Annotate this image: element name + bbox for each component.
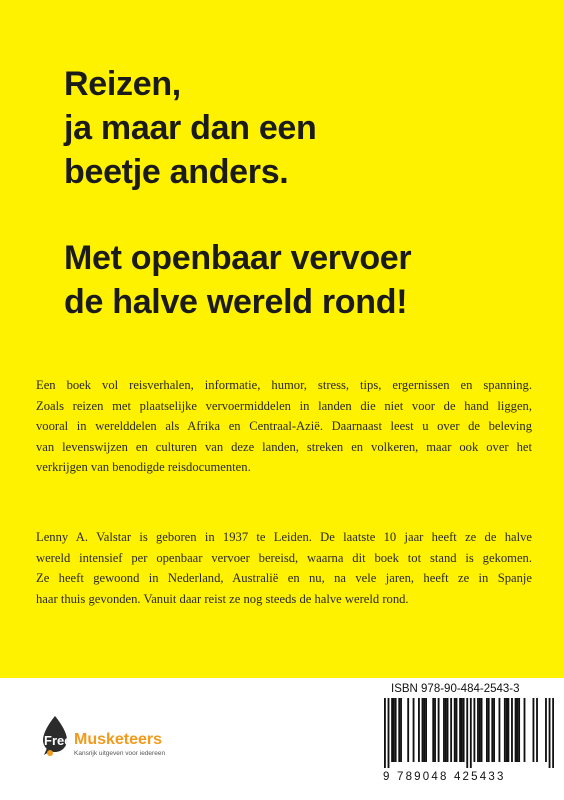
barcode-bar (422, 698, 424, 762)
barcode-bar (407, 698, 409, 762)
barcode-bar (488, 698, 490, 762)
barcode-bar (454, 698, 456, 762)
barcode-bar (486, 698, 488, 762)
publisher-tagline: Kansrijk uitgeven voor iedereen (74, 750, 166, 757)
barcode-bar (391, 698, 393, 762)
barcode-bar (507, 698, 509, 762)
author-bio-line: Lenny A. Valstar is geboren in 1937 te Leiden. De laatste 10 jaar heeft ze de halve (36, 530, 532, 544)
barcode-bar (506, 698, 508, 762)
description-line: van levenswijzen en culturen van deze landen, streken en volkeren, maar ook over het (36, 439, 532, 454)
publisher-name-part1: Free (44, 733, 72, 748)
description-line: verkrijgen van benodigde reisdocumenten. (36, 460, 251, 474)
barcode-bar (481, 698, 483, 762)
publisher-logo (34, 704, 234, 774)
barcode-bar (549, 698, 551, 768)
barcode-bar (463, 698, 465, 762)
barcode-bar (425, 698, 427, 762)
barcode-bar (443, 698, 445, 762)
barcode-bar (445, 698, 447, 762)
author-bio-paragraph (36, 527, 532, 609)
barcode-bar (395, 698, 397, 762)
description-line: Een boek vol reisverhalen, informatie, humor, stress, tips, ergernissen en spanning. (36, 378, 532, 392)
headline-line: Reizen, (64, 65, 181, 103)
barcode-bar (461, 698, 463, 762)
barcode-bar (504, 698, 506, 762)
headline (64, 62, 317, 194)
barcode-bar (423, 698, 425, 762)
barcode-bar (545, 698, 547, 762)
publisher-name-part2: Musketeers (74, 731, 163, 748)
barcode-bar (518, 698, 520, 762)
barcode-bar (515, 698, 517, 762)
barcode-bar (533, 698, 535, 762)
barcode-bar (511, 698, 513, 762)
isbn-label: ISBN 978-90-484-2543-3 (391, 683, 520, 695)
subheadline-line: de halve wereld rond! (64, 283, 408, 321)
barcode-bar (470, 698, 472, 768)
ean-digits: 9 789048 425433 (383, 771, 506, 783)
barcode-bar (388, 698, 390, 768)
barcode-bar (384, 698, 386, 768)
barcode (384, 698, 554, 768)
barcode-bar (479, 698, 481, 762)
author-bio-line: Ze heeft gewoond in Nederland, Australië en nu, na vele jaren, heeft ze in Spanje (36, 571, 532, 585)
barcode-bar (418, 698, 420, 762)
barcode-bar (466, 698, 468, 768)
barcode-bar (393, 698, 395, 762)
barcode-bar (459, 698, 461, 762)
author-bio-line: haar thuis gevonden. Vanuit daar reist ze nog steeds de halve wereld rond. (36, 591, 409, 606)
author-bio-line: wereld intensief per openbaar vervoer bereisd, waarna dit boek tot stand is gekomen. (36, 550, 532, 565)
barcode-bar (477, 698, 479, 762)
barcode-bar (450, 698, 452, 762)
barcode-bar (398, 698, 400, 762)
barcode-bar (413, 698, 415, 762)
description-paragraph (36, 375, 532, 478)
barcode-bar (438, 698, 440, 762)
barcode-bar (491, 698, 493, 762)
headline-line: beetje anders. (64, 153, 289, 191)
barcode-bar (432, 698, 434, 762)
description-line: vooral in werelddelen als Afrika en Centraal-Azië. Daarnaast leest u over de beleving (36, 419, 532, 433)
headline-line: ja maar dan een (64, 109, 317, 147)
barcode-bar (552, 698, 554, 768)
barcode-bar (400, 698, 402, 762)
subheadline-line: Met openbaar vervoer (64, 239, 412, 277)
barcode-bar (524, 698, 526, 762)
barcode-bar (473, 698, 475, 762)
description-line: Zoals reizen met plaatselijke vervoermiddelen in landen die niet voor de hand liggen, (36, 398, 532, 413)
subheadline (64, 236, 411, 324)
barcode-bar (536, 698, 538, 762)
barcode-bar (516, 698, 518, 762)
barcode-bar (456, 698, 458, 762)
barcode-bar (493, 698, 495, 762)
barcode-bar (499, 698, 501, 762)
barcode-bar (434, 698, 436, 762)
barcode-bar (447, 698, 449, 762)
